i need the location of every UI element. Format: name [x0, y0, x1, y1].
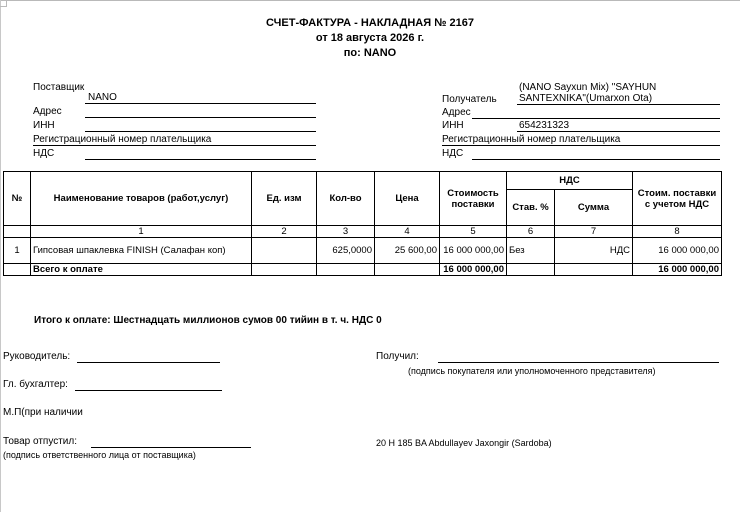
row-unit — [252, 238, 317, 264]
column-number: 4 — [375, 226, 440, 238]
recipient-name-line — [517, 104, 720, 105]
page-corner — [0, 0, 7, 7]
driver-info: 20 H 185 BA Abdullayev Jaxongir (Sardoba) — [376, 438, 552, 448]
document-date: от 18 августа 2026 г. — [315, 32, 425, 44]
table-row — [4, 238, 722, 264]
page-top-border — [0, 0, 740, 5]
total-in-words: Итого к оплате: Шестнадцать миллионов сумов 00 тийин в т. ч. НДС 0 — [34, 315, 382, 326]
recipient-reg-line — [442, 145, 720, 146]
page-left-border — [0, 0, 1, 512]
supplier-address-line — [85, 117, 316, 118]
received-label: Получил: — [376, 351, 419, 362]
total-blank — [555, 264, 633, 276]
header-cost: Стоимость поставки — [440, 172, 507, 226]
recipient-vat-line — [472, 159, 720, 160]
released-label: Товар отпустил: — [3, 436, 77, 447]
accountant-sign-line — [75, 390, 222, 391]
supplier-name: NANO — [88, 92, 117, 103]
row-no: 1 — [4, 238, 31, 264]
supplier-vat-line — [85, 159, 316, 160]
supplier-name-line — [85, 103, 316, 104]
supplier-address-label: Адрес — [33, 106, 62, 117]
header-qty: Кол-во — [317, 172, 375, 226]
row-vat-sum: НДС — [555, 238, 633, 264]
accountant-label: Гл. бухгалтер: — [3, 379, 68, 390]
recipient-inn-label: ИНН — [442, 120, 464, 131]
recipient-reg-label: Регистрационный номер плательщика — [442, 134, 621, 145]
received-sign-line — [438, 362, 719, 363]
column-number: 5 — [440, 226, 507, 238]
column-number: 2 — [252, 226, 317, 238]
received-note: (подпись покупателя или уполномоченного представителя) — [408, 366, 656, 376]
row-price: 25 600,00 — [375, 238, 440, 264]
total-blank — [252, 264, 317, 276]
document-title: СЧЕТ-ФАКТУРА - НАКЛАДНАЯ № 2167 — [266, 17, 474, 29]
recipient-label: Получатель — [442, 94, 497, 105]
director-sign-line — [77, 362, 220, 363]
total-label: Всего к оплате — [31, 264, 252, 276]
header-vat-sum: Сумма — [555, 190, 633, 226]
total-blank — [507, 264, 555, 276]
recipient-vat-label: НДС — [442, 148, 464, 159]
table-header-row — [4, 172, 722, 190]
recipient-name-line1: (NANO Sayxun Mix) "SAYHUN — [519, 82, 657, 93]
supplier-reg-label: Регистрационный номер плательщика — [33, 134, 212, 145]
director-label: Руководитель: — [3, 351, 71, 362]
column-number — [4, 226, 31, 238]
column-numbers-row — [4, 226, 722, 238]
header-vat-rate: Став. % — [507, 190, 555, 226]
row-cost: 16 000 000,00 — [440, 238, 507, 264]
total-blank — [317, 264, 375, 276]
header-price: Цена — [375, 172, 440, 226]
recipient-name-line2: SANTEXNIKA"(Umarxon Ota) — [519, 93, 653, 104]
header-total: Стоим. поставки с учетом НДС — [633, 172, 722, 226]
header-no: № — [4, 172, 31, 226]
recipient-inn-line — [517, 131, 720, 132]
header-vat: НДС — [507, 172, 633, 190]
document-po: по: NANO — [343, 47, 397, 59]
supplier-inn-line — [85, 131, 316, 132]
supplier-vat-label: НДС — [33, 148, 55, 159]
total-blank — [375, 264, 440, 276]
recipient-address-line — [472, 118, 720, 119]
supplier-inn-label: ИНН — [33, 120, 55, 131]
row-qty: 625,0000 — [317, 238, 375, 264]
column-number: 6 — [507, 226, 555, 238]
released-note: (подпись ответственного лица от поставщика) — [3, 450, 196, 460]
recipient-inn: 654231323 — [519, 120, 570, 131]
column-number: 1 — [31, 226, 252, 238]
column-number: 8 — [633, 226, 722, 238]
released-sign-line — [91, 447, 251, 448]
supplier-label: Поставщик — [33, 82, 85, 93]
column-number: 7 — [555, 226, 633, 238]
header-name: Наименование товаров (работ,услуг) — [31, 172, 252, 226]
total-blank — [4, 264, 31, 276]
invoice-table — [3, 171, 722, 276]
column-number: 3 — [317, 226, 375, 238]
row-vat-rate: Без — [507, 238, 555, 264]
total-sum: 16 000 000,00 — [633, 264, 722, 276]
row-total: 16 000 000,00 — [633, 238, 722, 264]
stamp-label: М.П(при наличии — [3, 407, 83, 418]
row-name: Гипсовая шпаклевка FINISH (Салафан коп) — [31, 238, 252, 264]
header-unit: Ед. изм — [252, 172, 317, 226]
total-row — [4, 264, 722, 276]
supplier-reg-line — [33, 145, 316, 146]
total-cost: 16 000 000,00 — [440, 264, 507, 276]
recipient-address-label: Адрес — [442, 107, 471, 118]
